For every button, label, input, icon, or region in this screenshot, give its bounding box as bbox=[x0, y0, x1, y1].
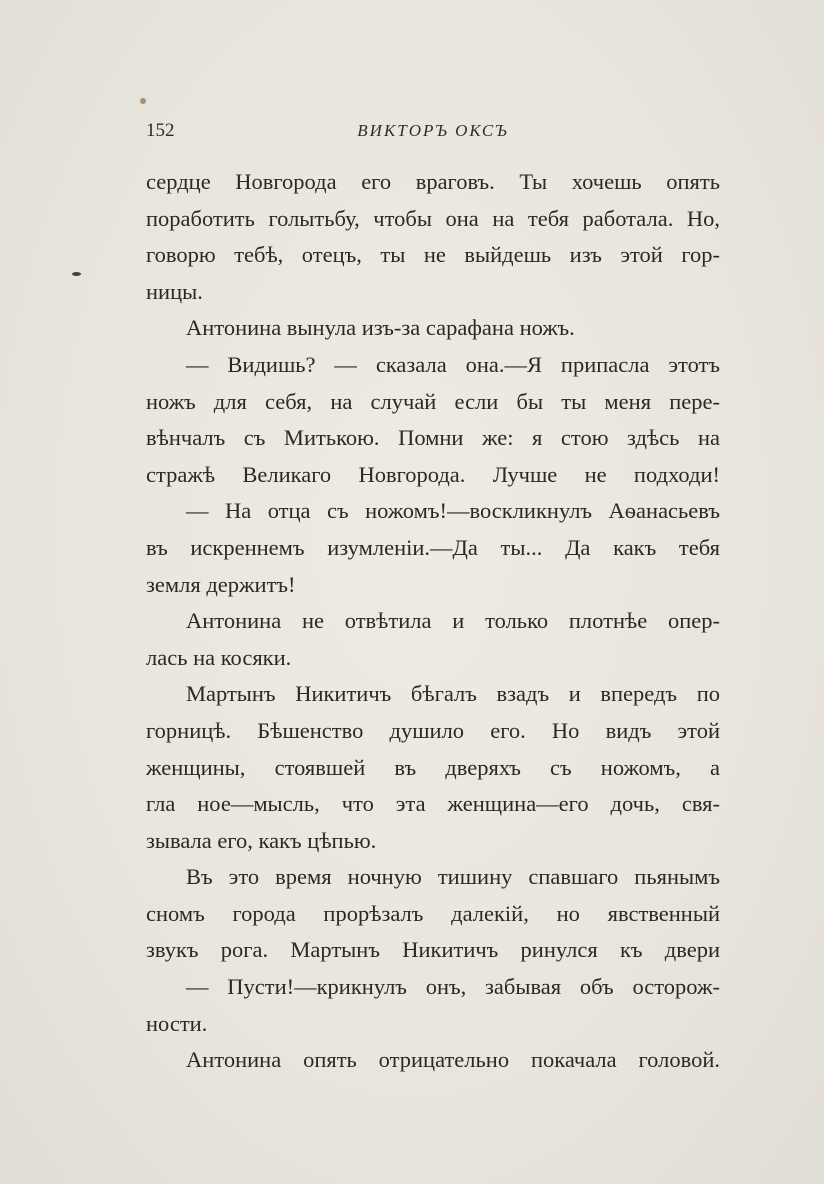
text-line: лась на косяки. bbox=[146, 644, 292, 670]
text-line: поработить голытьбу, чтобы она на тебя работала. Но, bbox=[146, 205, 720, 231]
text-line: — Пусти!—крикнулъ онъ, забывая объ осторож- bbox=[186, 974, 720, 1000]
text-line: Антонина не отвѣтила и только плотнѣе опер- bbox=[186, 608, 720, 634]
text-line: звукъ рога. Мартынъ Никитичъ ринулся къ двери bbox=[146, 937, 720, 963]
text-line: сномъ города прорѣзалъ далекій, но явственный bbox=[146, 900, 720, 926]
paper-stain bbox=[140, 98, 146, 104]
text-line: Въ это время ночную тишину спавшаго пьянымъ bbox=[186, 864, 720, 890]
text-line: Антонина опять отрицательно покачала головой. bbox=[186, 1047, 720, 1073]
text-line: ницы. bbox=[146, 278, 203, 304]
running-title: ВИКТОРЪ ОКСЪ bbox=[357, 121, 509, 140]
text-line: зывала его, какъ цѣпью. bbox=[146, 827, 377, 853]
page-header bbox=[146, 120, 720, 146]
text-line: горницѣ. Бѣшенство душило его. Но видъ этой bbox=[146, 717, 720, 743]
text-line: Антонина вынула изъ-за сарафана ножъ. bbox=[186, 315, 575, 341]
text-line: вѣнчалъ съ Митькою. Помни же: я стою здѣсь на bbox=[146, 425, 720, 451]
text-line: говорю тебѣ, отецъ, ты не выйдешь изъ этой гор- bbox=[146, 242, 720, 268]
text-line: ножъ для себя, на случай если бы ты меня пере- bbox=[146, 388, 720, 414]
text-line: ности. bbox=[146, 1010, 208, 1036]
text-line: женщины, стоявшей въ дверяхъ съ ножомъ, а bbox=[146, 754, 720, 780]
text-line: стражѣ Великаго Новгорода. Лучше не подходи! bbox=[146, 461, 720, 487]
body-text bbox=[146, 164, 720, 1079]
text-line: сердце Новгорода его враговъ. Ты хочешь опять bbox=[146, 169, 720, 194]
text-line: Мартынъ Никитичъ бѣгалъ взадъ и впередъ по bbox=[186, 681, 720, 707]
text-line: — Видишь? — сказала она.—Я припасла этотъ bbox=[186, 351, 720, 377]
text-line: — На отца съ ножомъ!—воскликнулъ Аѳанасьевъ bbox=[186, 498, 720, 524]
page-number: 152 bbox=[146, 120, 175, 141]
text-line: въ искреннемъ изумленіи.—Да ты... Да какъ тебя bbox=[146, 534, 720, 560]
text-line: земля держитъ! bbox=[146, 571, 296, 597]
text-line: гла ное—мысль, что эта женщина—его дочь, свя- bbox=[146, 791, 720, 817]
paper-stain bbox=[72, 272, 81, 276]
